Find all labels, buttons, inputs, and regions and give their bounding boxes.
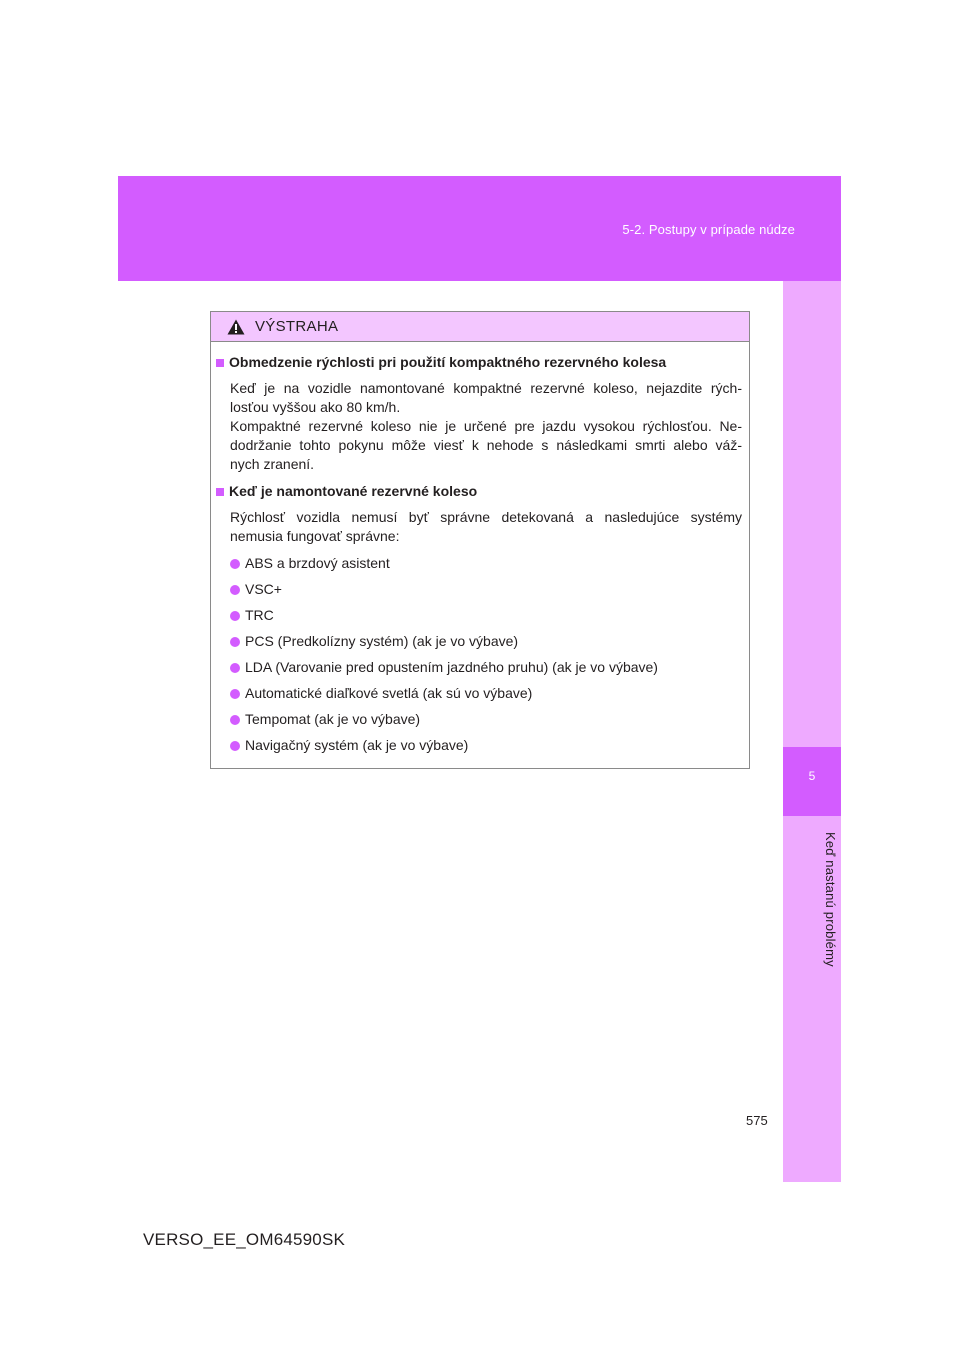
- page-number: 575: [746, 1113, 768, 1128]
- list-item-text: PCS (Predkolízny systém) (ak je vo výbave): [245, 633, 519, 649]
- list-item: [230, 606, 742, 625]
- list-item-text: Navigačný systém (ak je vo výbave): [245, 737, 469, 753]
- warning-paragraph: [216, 379, 742, 417]
- paragraph-line: nych zranení.: [230, 456, 315, 472]
- dot-bullet-icon: [230, 611, 240, 621]
- dot-bullet-icon: [230, 637, 240, 647]
- warning-header: [211, 312, 749, 342]
- header-band: [118, 176, 841, 281]
- square-bullet-icon: [216, 359, 224, 367]
- list-item-text: LDA (Varovanie pred opustením jazdného pruhu) (ak je vo výbave): [245, 659, 658, 675]
- list-item-text: VSC+: [245, 581, 282, 597]
- paragraph-line: Keď je na vozidle namontované kompaktné rezervné koleso, nejazdite rých-: [230, 380, 742, 396]
- list-item: [230, 632, 742, 651]
- square-bullet-icon: [216, 488, 224, 496]
- list-item-text: Tempomat (ak je vo výbave): [245, 711, 421, 727]
- item-heading-text: Obmedzenie rýchlosti pri použití kompaktného rezervného kolesa: [229, 354, 667, 370]
- warning-item-heading: [216, 482, 742, 501]
- paragraph-line: nemusia fungovať správne:: [230, 528, 400, 544]
- chapter-number-box: [783, 747, 841, 816]
- dot-bullet-icon: [230, 585, 240, 595]
- section-title: 5-2. Postupy v prípade núdze: [622, 222, 795, 237]
- chapter-number: 5: [808, 769, 816, 783]
- paragraph-line: losťou vyššou ako 80 km/h.: [230, 399, 401, 415]
- item-heading-text: Keď je namontované rezervné koleso: [229, 483, 478, 499]
- warning-title: VÝSTRAHA: [255, 318, 339, 335]
- list-item-text: TRC: [245, 607, 274, 623]
- dot-bullet-icon: [230, 715, 240, 725]
- list-item: [230, 554, 742, 573]
- dot-bullet-icon: [230, 741, 240, 751]
- list-item-text: ABS a brzdový asistent: [245, 555, 390, 571]
- warning-triangle-icon: [227, 319, 245, 335]
- list-item: [230, 658, 742, 677]
- affected-systems-list: [216, 554, 742, 755]
- warning-item-heading: [216, 353, 742, 372]
- paragraph-line: Rýchlosť vozidla nemusí byť správne detekovaná a nasledujúce systémy: [230, 509, 742, 525]
- dot-bullet-icon: [230, 559, 240, 569]
- dot-bullet-icon: [230, 689, 240, 699]
- list-item: [230, 736, 742, 755]
- document-code: VERSO_EE_OM64590SK: [143, 1230, 346, 1249]
- list-item: [230, 710, 742, 729]
- list-item-text: Automatické diaľkové svetlá (ak sú vo výbave): [245, 685, 533, 701]
- dot-bullet-icon: [230, 663, 240, 673]
- warning-body: [211, 342, 749, 755]
- warning-paragraph: [216, 508, 742, 546]
- paragraph-line: Kompaktné rezervné koleso nie je určené pre jazdu vysokou rýchlosťou. Ne-: [230, 418, 742, 434]
- chapter-label: Keď nastanú problémy: [823, 831, 838, 967]
- warning-paragraph: [216, 417, 742, 474]
- list-item: [230, 684, 742, 703]
- paragraph-line: dodržanie tohto pokynu môže viesť k nehode s následkami smrti alebo váž-: [230, 437, 742, 453]
- warning-box: [210, 311, 750, 769]
- chapter-side-tab: [783, 281, 841, 1182]
- list-item: [230, 580, 742, 599]
